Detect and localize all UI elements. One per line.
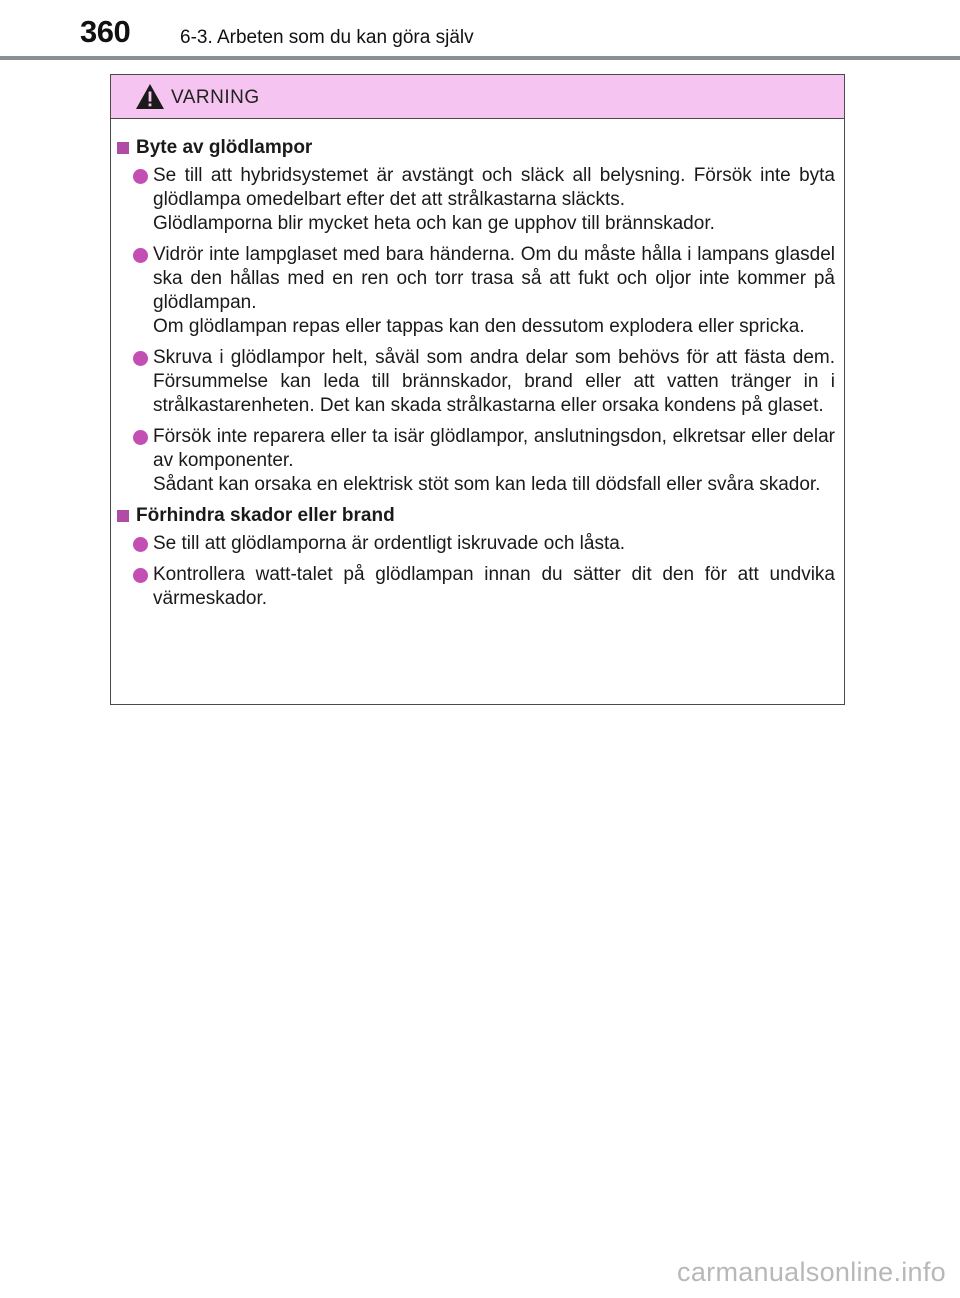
- paragraph: Glödlamporna blir mycket heta och kan ge upphov till brännskador.: [153, 213, 715, 234]
- paragraph: Kontrollera watt-talet på glödlampan innan du sätter dit den för att undvika värmeskador.: [153, 564, 835, 609]
- list-item: [117, 346, 835, 418]
- paragraph: Se till att glödlamporna är ordentligt iskruvade och låsta.: [153, 533, 626, 554]
- heading-square-icon: [117, 510, 129, 522]
- warning-title: VARNING: [171, 87, 260, 108]
- bullet-dot-icon: [133, 537, 148, 552]
- section-heading-text: Byte av glödlampor: [136, 137, 313, 158]
- warning-body: [111, 119, 844, 611]
- section-heading-text: Förhindra skador eller brand: [136, 505, 395, 526]
- list-item: [117, 425, 835, 497]
- page-header: [0, 0, 960, 60]
- warning-box: [110, 74, 845, 705]
- paragraph: Försök inte reparera eller ta isär glödlampor, anslutningsdon, elkretsar eller delar av komponenter.: [153, 426, 835, 471]
- bullet-dot-icon: [133, 169, 148, 184]
- bullet-dot-icon: [133, 248, 148, 263]
- header-rule: [0, 56, 960, 60]
- warning-triangle-icon: [135, 83, 165, 110]
- section-heading: [117, 504, 835, 528]
- paragraph: Vidrör inte lampglaset med bara händerna. Om du måste hålla i lampans glasdel ska den hållas med en ren och torr trasa så att fukt och oljor inte kommer på glödlampan.: [153, 244, 835, 313]
- watermark: carmanualsonline.info: [677, 1257, 946, 1287]
- bullet-dot-icon: [133, 351, 148, 366]
- list-item: [117, 563, 835, 611]
- section-heading: [117, 136, 835, 160]
- paragraph: Se till att hybridsystemet är avstängt och släck all belysning. Försök inte byta glödlampa omedelbart efter det att strålkastarna släckts.: [153, 165, 835, 210]
- heading-square-icon: [117, 142, 129, 154]
- paragraph: Om glödlampan repas eller tappas kan den dessutom explodera eller spricka.: [153, 316, 805, 337]
- paragraph: Skruva i glödlampor helt, såväl som andra delar som behövs för att fästa dem. Försummelse kan leda till brännskador, brand eller att vatten tränger in i strålkastarenheten. Det kan skada strålkastarna eller orsaka kondens på glaset.: [153, 347, 835, 416]
- page-number: 360: [80, 14, 131, 49]
- paragraph: Sådant kan orsaka en elektrisk stöt som kan leda till dödsfall eller svåra skador.: [153, 474, 821, 495]
- list-item: [117, 532, 835, 556]
- list-item: [117, 243, 835, 339]
- section-title: 6-3. Arbeten som du kan göra själv: [180, 27, 474, 48]
- bullet-dot-icon: [133, 430, 148, 445]
- list-item: [117, 164, 835, 236]
- bullet-dot-icon: [133, 568, 148, 583]
- warning-header: [111, 75, 844, 119]
